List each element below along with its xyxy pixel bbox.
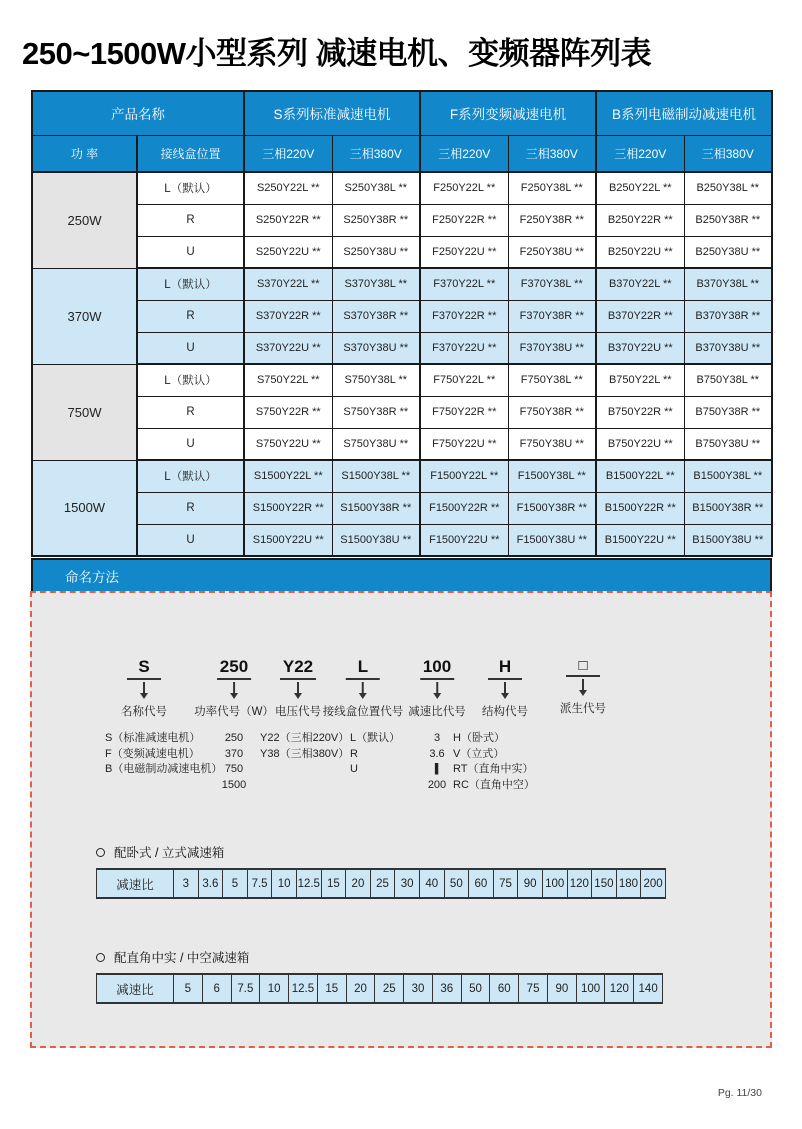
list-item: S（标准减速电机） (105, 732, 201, 744)
ratio-cell: 6 (202, 975, 231, 1002)
subheader-voltage: 三相220V (420, 135, 508, 172)
model-cell: B750Y38R ** (684, 396, 772, 428)
model-cell: F370Y22L ** (420, 268, 508, 300)
arrow-stem (436, 682, 438, 693)
ratio-cell: 5 (173, 975, 202, 1002)
model-cell: B750Y22L ** (596, 364, 684, 396)
model-cell: F250Y38L ** (508, 172, 596, 204)
position-cell: R (137, 300, 244, 332)
list-item: H（卧式） (453, 732, 505, 744)
code-value: S (127, 657, 161, 680)
model-cell: B370Y38L ** (684, 268, 772, 300)
subheader-voltage: 三相220V (596, 135, 684, 172)
code-label: 功率代号（W） (194, 706, 274, 718)
list-item: L（默认） (350, 732, 401, 744)
model-cell: F750Y38U ** (508, 428, 596, 460)
model-cell: S370Y38R ** (332, 300, 420, 332)
model-cell: F250Y22U ** (420, 236, 508, 268)
position-cell: R (137, 396, 244, 428)
subheader-voltage: 三相380V (684, 135, 772, 172)
subheader-junction-box: 接线盒位置 (137, 135, 244, 172)
code-value: 250 (217, 657, 251, 680)
model-cell: B370Y22U ** (596, 332, 684, 364)
ratio-cell: 3.6 (198, 870, 223, 897)
code-value: 100 (420, 657, 454, 680)
model-cell: B250Y38R ** (684, 204, 772, 236)
ratio-cell: 20 (346, 975, 375, 1002)
ratio-row-label: 减速比 (116, 877, 154, 892)
ratio-cell: 140 (633, 975, 662, 1002)
subheader-voltage: 三相380V (332, 135, 420, 172)
motor-matrix-table (31, 90, 773, 557)
list-item: 370 (224, 747, 244, 760)
subheader-voltage: 三相380V (508, 135, 596, 172)
model-cell: S1500Y38R ** (332, 492, 420, 524)
table-row (32, 172, 772, 204)
circle-bullet-icon (96, 848, 105, 857)
code-label: 减速比代号 (408, 706, 466, 718)
model-cell: F750Y38L ** (508, 364, 596, 396)
list-item: 3 (433, 732, 441, 744)
code-label: 派生代号 (560, 703, 606, 715)
ratio-cell: 90 (547, 975, 576, 1002)
ratio-cell: 12.5 (288, 975, 317, 1002)
model-cell: B1500Y38R ** (684, 492, 772, 524)
table-row (32, 204, 772, 236)
model-cell: F1500Y38L ** (508, 460, 596, 492)
position-cell: L（默认） (137, 172, 244, 204)
code-label: 接线盒位置代号 (322, 706, 404, 718)
position-cell: R (137, 492, 244, 524)
model-cell: F250Y38R ** (508, 204, 596, 236)
model-cell: F370Y22R ** (420, 300, 508, 332)
position-cell: U (137, 524, 244, 556)
model-cell: F1500Y22R ** (420, 492, 508, 524)
right-angle-gearbox-section (96, 948, 663, 1004)
model-cell: F1500Y22U ** (420, 524, 508, 556)
arrow-stem (582, 679, 584, 690)
ratio-cell: 50 (444, 870, 469, 897)
ratio-cell: 20 (345, 870, 370, 897)
model-cell: B370Y22R ** (596, 300, 684, 332)
ratio-cell: 120 (567, 870, 592, 897)
ratio-table (96, 973, 663, 1004)
ratio-cell: 7.5 (231, 975, 260, 1002)
list-item: 1500 (221, 778, 247, 791)
position-cell: R (137, 204, 244, 236)
model-cell: B250Y22U ** (596, 236, 684, 268)
arrow-stem (362, 682, 364, 693)
ratio-cell: 100 (576, 975, 605, 1002)
model-cell: S250Y22R ** (244, 204, 332, 236)
model-cell: F250Y38U ** (508, 236, 596, 268)
table-row (32, 428, 772, 460)
model-cell: S370Y22R ** (244, 300, 332, 332)
horizontal-vertical-gearbox-section (96, 843, 666, 899)
ratio-cell: 3 (173, 870, 198, 897)
arrow-stem (143, 682, 145, 693)
list-item: B（电磁制动减速电机） (105, 763, 223, 775)
page-title: 250~1500W小型系列 减速电机、变频器阵列表 (22, 36, 652, 71)
model-cell: B370Y38R ** (684, 300, 772, 332)
model-cell: S250Y22U ** (244, 236, 332, 268)
ratio-cell: 75 (518, 975, 547, 1002)
page-number: Pg. 11/30 (717, 1087, 762, 1099)
naming-method-section-header (31, 558, 772, 591)
ratio-cell: 180 (616, 870, 641, 897)
code-value: L (346, 657, 380, 680)
model-cell: F370Y22U ** (420, 332, 508, 364)
ratio-cell: 40 (419, 870, 444, 897)
ratio-row-label: 减速比 (116, 982, 154, 997)
table-row (32, 396, 772, 428)
voltage-code-list (260, 731, 349, 762)
model-cell: B750Y38U ** (684, 428, 772, 460)
ratio-cell: 50 (461, 975, 490, 1002)
arrow-down-icon (140, 693, 148, 699)
arrow-down-icon (359, 693, 367, 699)
naming-code-ratio (408, 657, 466, 719)
model-cell: B750Y38L ** (684, 364, 772, 396)
list-item: Y38（三相380V） (260, 747, 350, 760)
table-row (32, 300, 772, 332)
ratio-cell: 60 (489, 975, 518, 1002)
model-cell: S750Y22R ** (244, 396, 332, 428)
subheader-voltage: 三相220V (244, 135, 332, 172)
model-cell: S370Y38L ** (332, 268, 420, 300)
model-cell: B250Y38L ** (684, 172, 772, 204)
ratio-cell: 200 (640, 870, 665, 897)
model-cell: F370Y38L ** (508, 268, 596, 300)
model-cell: F750Y22R ** (420, 396, 508, 428)
header-b-series: B系列电磁制动减速电机 (596, 91, 772, 135)
model-cell: S750Y22L ** (244, 364, 332, 396)
subheader-power: 功 率 (32, 135, 137, 172)
model-cell: B1500Y22R ** (596, 492, 684, 524)
ratio-cell: 5 (222, 870, 247, 897)
junction-code-list (350, 731, 400, 778)
ratio-cell: 150 (591, 870, 616, 897)
model-cell: F1500Y38R ** (508, 492, 596, 524)
ratio-table-title (96, 948, 663, 966)
ratio-title-text: 配直角中实 / 中空减速箱 (114, 951, 250, 965)
model-cell: S750Y38L ** (332, 364, 420, 396)
table-row (32, 236, 772, 268)
arrow-down-icon (501, 693, 509, 699)
code-label: 名称代号 (121, 706, 167, 718)
code-value: H (488, 657, 522, 680)
arrow-down-icon (230, 693, 238, 699)
model-cell: F250Y22L ** (420, 172, 508, 204)
model-cell: F1500Y38U ** (508, 524, 596, 556)
model-cell: B370Y22L ** (596, 268, 684, 300)
model-cell: S250Y38U ** (332, 236, 420, 268)
model-cell: F1500Y22L ** (420, 460, 508, 492)
ratio-cell: 25 (374, 975, 403, 1002)
naming-method-label: 命名方法 (65, 569, 119, 585)
model-cell: B250Y22R ** (596, 204, 684, 236)
header-f-series: F系列变频减速电机 (420, 91, 596, 135)
naming-code-voltage (275, 657, 321, 719)
model-cell: S750Y22U ** (244, 428, 332, 460)
naming-code-power (194, 657, 274, 719)
model-cell: F250Y22R ** (420, 204, 508, 236)
model-cell: S750Y38U ** (332, 428, 420, 460)
list-item: 750 (224, 763, 244, 775)
ratio-cell: 7.5 (247, 870, 272, 897)
list-item: RC（直角中空） (453, 778, 535, 791)
model-cell: S250Y38L ** (332, 172, 420, 204)
model-cell: B250Y22L ** (596, 172, 684, 204)
position-cell: L（默认） (137, 268, 244, 300)
list-item: 200 (427, 778, 447, 791)
position-cell: U (137, 236, 244, 268)
ratio-cell: 10 (259, 975, 288, 1002)
list-item: R (350, 747, 358, 760)
list-item: 250 (224, 732, 244, 744)
naming-code-junction (323, 657, 404, 719)
model-cell: F750Y22L ** (420, 364, 508, 396)
table-row (32, 492, 772, 524)
structure-code-list (453, 731, 535, 793)
model-cell: S250Y22L ** (244, 172, 332, 204)
range-ellipsis-bar: | (433, 762, 441, 776)
model-cell: B1500Y22U ** (596, 524, 684, 556)
ratio-cell: 25 (370, 870, 395, 897)
ratio-cell: 60 (468, 870, 493, 897)
ratio-cell: 36 (432, 975, 461, 1002)
ratio-cell: 12.5 (296, 870, 321, 897)
model-cell: S370Y38U ** (332, 332, 420, 364)
ratio-cell: 90 (517, 870, 542, 897)
arrow-down-icon (294, 693, 302, 699)
sub-header-row (32, 135, 772, 172)
naming-method-box (30, 591, 772, 1048)
ratio-cell: 30 (403, 975, 432, 1002)
list-item: V（立式） (453, 747, 505, 760)
position-cell: L（默认） (137, 364, 244, 396)
table-row (32, 332, 772, 364)
power-cell: 370W (32, 268, 137, 364)
naming-code-name (121, 657, 167, 719)
ratio-table (96, 868, 666, 899)
header-s-series: S系列标准减速电机 (244, 91, 420, 135)
code-value: Y22 (280, 657, 316, 680)
ratio-cell: 120 (604, 975, 633, 1002)
naming-code-derived (560, 657, 606, 716)
table-row (32, 524, 772, 556)
model-cell: B1500Y38L ** (684, 460, 772, 492)
model-cell: S1500Y38U ** (332, 524, 420, 556)
model-cell: S370Y22U ** (244, 332, 332, 364)
model-cell: B370Y38U ** (684, 332, 772, 364)
model-cell: F750Y38R ** (508, 396, 596, 428)
arrow-down-icon (433, 693, 441, 699)
list-item: F（变频减速电机） (105, 747, 200, 760)
arrow-down-icon (579, 690, 587, 696)
power-cell: 1500W (32, 460, 137, 556)
list-item: Y22（三相220V） (260, 732, 350, 744)
model-cell: F370Y38R ** (508, 300, 596, 332)
power-cell: 750W (32, 364, 137, 460)
ratio-cell: 15 (317, 975, 346, 1002)
model-cell: S1500Y22R ** (244, 492, 332, 524)
model-cell: F370Y38U ** (508, 332, 596, 364)
list-item: 3.6 (429, 747, 445, 760)
square-placeholder-icon: □ (566, 657, 600, 677)
model-cell: B1500Y22L ** (596, 460, 684, 492)
model-cell: B1500Y38U ** (684, 524, 772, 556)
arrow-stem (504, 682, 506, 693)
model-cell: B750Y22U ** (596, 428, 684, 460)
position-cell: U (137, 332, 244, 364)
model-cell: F750Y22U ** (420, 428, 508, 460)
model-cell: S370Y22L ** (244, 268, 332, 300)
ratio-cell: 10 (271, 870, 296, 897)
model-cell: B250Y38U ** (684, 236, 772, 268)
circle-bullet-icon (96, 953, 105, 962)
ratio-cell: 15 (321, 870, 346, 897)
ratio-cell: 30 (394, 870, 419, 897)
code-label: 电压代号 (275, 706, 321, 718)
model-cell: S1500Y38L ** (332, 460, 420, 492)
ratio-table-title (96, 843, 666, 861)
position-cell: U (137, 428, 244, 460)
naming-code-structure (482, 657, 528, 719)
power-cell: 250W (32, 172, 137, 268)
model-cell: B750Y22R ** (596, 396, 684, 428)
model-cell: S1500Y22U ** (244, 524, 332, 556)
model-cell: S1500Y22L ** (244, 460, 332, 492)
list-item: RT（直角中实） (453, 763, 534, 775)
arrow-stem (233, 682, 235, 693)
model-cell: S750Y38R ** (332, 396, 420, 428)
code-label: 结构代号 (482, 706, 528, 718)
ratio-cell: 75 (493, 870, 518, 897)
power-code-list (204, 731, 264, 793)
list-item: U (350, 763, 358, 775)
table-row (32, 460, 772, 492)
arrow-stem (297, 682, 299, 693)
ratio-cell: 100 (542, 870, 567, 897)
model-cell: S250Y38R ** (332, 204, 420, 236)
table-row (32, 268, 772, 300)
ratio-title-text: 配卧式 / 立式减速箱 (114, 846, 225, 860)
header-group-row (32, 91, 772, 135)
header-product-name: 产品名称 (32, 91, 244, 135)
table-row (32, 364, 772, 396)
position-cell: L（默认） (137, 460, 244, 492)
